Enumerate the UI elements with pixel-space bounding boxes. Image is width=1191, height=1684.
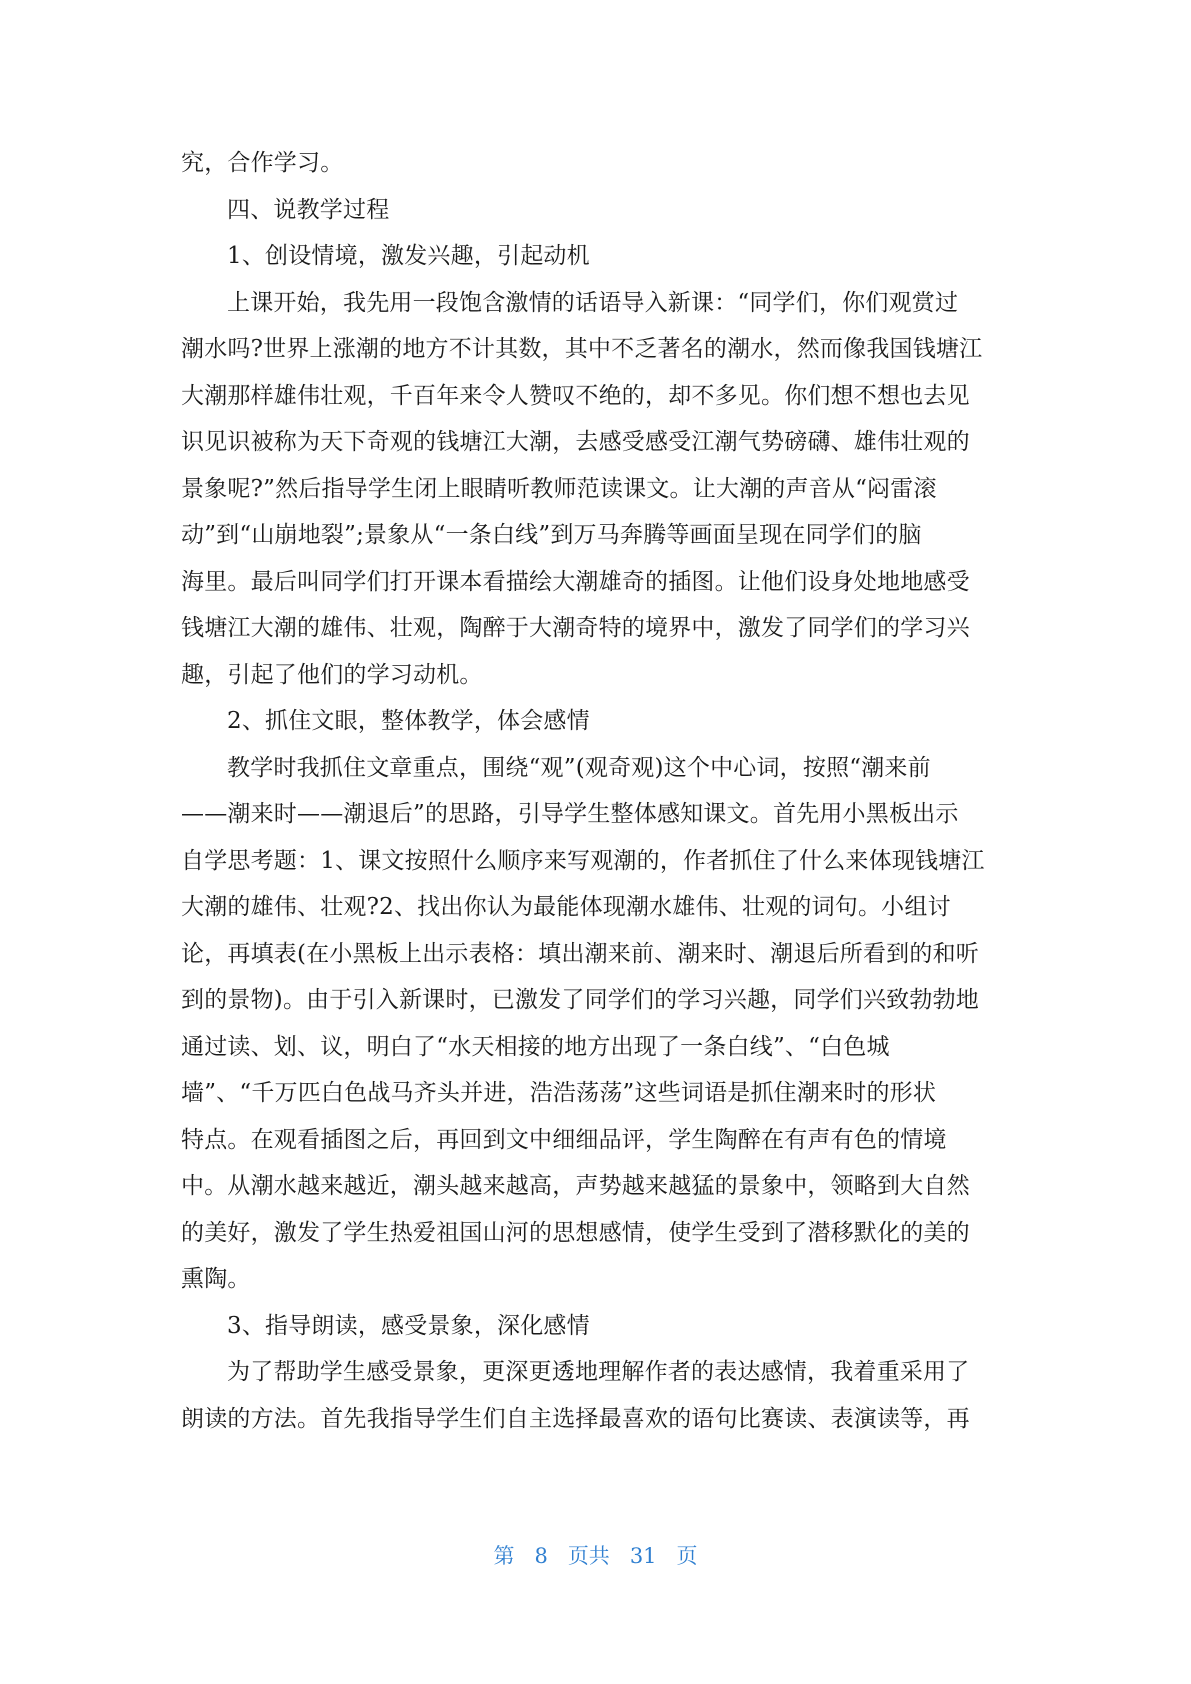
text-line: ——潮来时——潮退后”的思路，引导学生整体感知课文。首先用小黑板出示	[181, 801, 959, 827]
text-line: 钱塘江大潮的雄伟、壮观，陶醉于大潮奇特的境界中，激发了同学们的学习兴	[181, 615, 970, 641]
footer-suffix: 页	[676, 1544, 698, 1568]
text-line: 1、创设情境，激发兴趣，引起动机	[227, 243, 590, 269]
text-line: 大潮的雄伟、壮观?2、找出你认为最能体现潮水雄伟、壮观的词句。小组讨	[181, 894, 951, 920]
text-line: 究，合作学习。	[181, 150, 344, 176]
text-line: 海里。最后叫同学们打开课本看描绘大潮雄奇的插图。让他们设身处地地感受	[181, 568, 970, 595]
footer-current-page: 8	[534, 1544, 548, 1568]
text-line: 论，再填表(在小黑板上出示表格：填出潮来前、潮来时、潮退后所看到的和听	[181, 940, 979, 967]
text-line: 的美好，激发了学生热爱祖国山河的思想感情，使学生受到了潜移默化的美的	[181, 1219, 970, 1246]
page-footer	[0, 1540, 1191, 1570]
footer-middle: 页共	[567, 1544, 610, 1568]
text-line: 熏陶。	[181, 1266, 251, 1292]
text-line: 3、指导朗读，感受景象，深化感情	[227, 1312, 590, 1339]
text-line: 上课开始，我先用一段饱含激情的话语导入新课：“同学们，你们观赏过	[227, 289, 959, 316]
text-line: 趣，引起了他们的学习动机。	[181, 661, 483, 688]
text-line: 朗读的方法。首先我指导学生们自主选择最喜欢的语句比赛读、表演读等，再	[181, 1405, 970, 1432]
text-line: 墙”、“千万匹白色战马齐头并进，浩浩荡荡”这些词语是抓住潮来时的形状	[181, 1080, 937, 1106]
text-line: 通过读、划、议，明白了“水天相接的地方出现了一条白线”、“白色城	[181, 1033, 890, 1060]
text-line: 到的景物)。由于引入新课时，已激发了同学们的学习兴趣，同学们兴致勃勃地	[181, 987, 979, 1013]
text-line: 自学思考题：1、课文按照什么顺序来写观潮的，作者抓住了什么来体现钱塘江	[181, 847, 985, 874]
text-line: 识见识被称为天下奇观的钱塘江大潮，去感受感受江潮气势磅礴、雄伟壮观的	[181, 429, 970, 455]
text-line: 中。从潮水越来越近，潮头越来越高，声势越来越猛的景象中，领略到大自然	[181, 1173, 970, 1199]
document-body	[181, 140, 1011, 1442]
text-line: 为了帮助学生感受景象，更深更透地理解作者的表达感情，我着重采用了	[227, 1359, 970, 1385]
text-line: 特点。在观看插图之后，再回到文中细细品评，学生陶醉在有声有色的情境	[181, 1126, 947, 1153]
text-line: 景象呢?”然后指导学生闭上眼睛听教师范读课文。让大潮的声音从“闷雷滚	[181, 475, 937, 502]
footer-prefix: 第	[493, 1544, 515, 1568]
text-line: 动”到“山崩地裂”;景象从“一条白线”到万马奔腾等画面呈现在同学们的脑	[181, 522, 922, 548]
text-line: 教学时我抓住文章重点，围绕“观”(观奇观)这个中心词，按照“潮来前	[227, 754, 931, 781]
footer-total-pages: 31	[629, 1544, 657, 1568]
text-line: 2、抓住文眼，整体教学，体会感情	[227, 708, 590, 734]
text-line: 四、说教学过程	[227, 196, 390, 223]
text-line: 大潮那样雄伟壮观，千百年来令人赞叹不绝的，却不多见。你们想不想也去见	[181, 382, 970, 409]
text-line: 潮水吗?世界上涨潮的地方不计其数，其中不乏著名的潮水，然而像我国钱塘江	[181, 336, 983, 362]
